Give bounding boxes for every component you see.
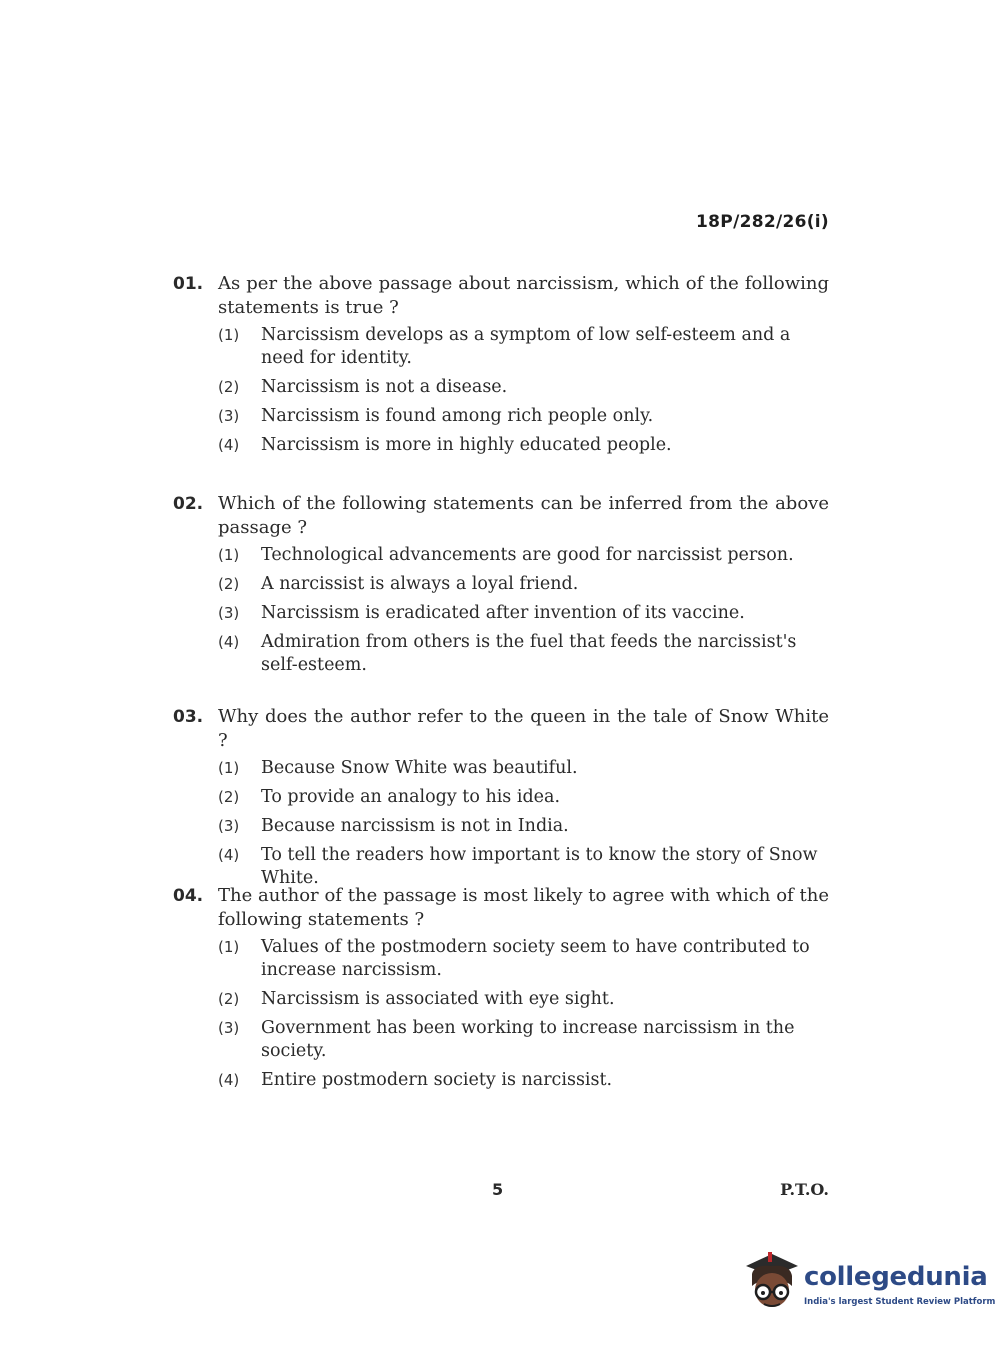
option-text: Because Snow White was beautiful. xyxy=(261,758,578,778)
option xyxy=(218,1017,829,1063)
pto-label: P.T.O. xyxy=(780,1180,829,1199)
question-text: Which of the following statements can be inferred from the above passage ? xyxy=(218,493,829,538)
option xyxy=(218,757,829,780)
option xyxy=(218,631,829,677)
page-number: 5 xyxy=(492,1180,504,1199)
option-number: (1) xyxy=(218,326,240,344)
logo-wordmark: collegedunia xyxy=(804,1262,988,1292)
option-number: (2) xyxy=(218,575,240,593)
option-text: Narcissism is eradicated after invention of its vaccine. xyxy=(261,603,745,623)
option-number: (3) xyxy=(218,1019,240,1037)
option-number: (4) xyxy=(218,1071,240,1089)
option-number: (3) xyxy=(218,604,240,622)
option-number: (3) xyxy=(218,407,240,425)
question-number: 03. xyxy=(173,707,204,727)
option-number: (1) xyxy=(218,938,240,956)
option-text: Admiration from others is the fuel that feeds the narcissist's self-esteem. xyxy=(261,632,797,675)
option-number: (4) xyxy=(218,846,240,864)
paper-code: 18P/282/26(i) xyxy=(696,212,829,232)
option xyxy=(218,544,829,567)
question-number: 04. xyxy=(173,886,204,906)
option-text: Narcissism is more in highly educated people. xyxy=(261,435,672,455)
option-list xyxy=(218,324,829,457)
option-number: (2) xyxy=(218,378,240,396)
option-text: Narcissism is not a disease. xyxy=(261,377,508,397)
option-text: Narcissism is found among rich people only. xyxy=(261,406,654,426)
option-text: A narcissist is always a loyal friend. xyxy=(261,574,579,594)
option-number: (2) xyxy=(218,990,240,1008)
option-list xyxy=(218,936,829,1092)
option-number: (1) xyxy=(218,546,240,564)
option xyxy=(218,988,829,1011)
question-number: 02. xyxy=(173,494,204,514)
option xyxy=(218,573,829,596)
question-text: Why does the author refer to the queen in the tale of Snow White ? xyxy=(218,706,829,751)
question-text: The author of the passage is most likely to agree with which of the following statements ? xyxy=(218,885,829,930)
option-number: (1) xyxy=(218,759,240,777)
question-2 xyxy=(173,492,829,683)
option xyxy=(218,936,829,982)
option-list xyxy=(218,544,829,677)
option-text: Technological advancements are good for narcissist person. xyxy=(261,545,794,565)
logo-tagline: India's largest Student Review Platform xyxy=(804,1297,996,1307)
question-1 xyxy=(173,272,829,463)
question-number: 01. xyxy=(173,274,204,294)
question-text: As per the above passage about narcissism, which of the following statements is true ? xyxy=(218,273,829,318)
option xyxy=(218,815,829,838)
option-list xyxy=(218,757,829,890)
question-3 xyxy=(173,705,829,896)
option xyxy=(218,376,829,399)
option xyxy=(218,1069,829,1092)
option-text: Because narcissism is not in India. xyxy=(261,816,569,836)
option-text: Government has been working to increase narcissism in the society. xyxy=(261,1018,795,1061)
option-text: Narcissism develops as a symptom of low self-esteem and a need for identity. xyxy=(261,325,791,368)
option-text: Values of the postmodern society seem to have contributed to increase narcissism. xyxy=(261,937,810,980)
option-text: To provide an analogy to his idea. xyxy=(261,787,561,807)
option-text: Narcissism is associated with eye sight. xyxy=(261,989,615,1009)
option-number: (4) xyxy=(218,436,240,454)
option xyxy=(218,405,829,428)
option-number: (2) xyxy=(218,788,240,806)
question-4 xyxy=(173,884,829,1098)
option-number: (3) xyxy=(218,817,240,835)
collegedunia-logo xyxy=(742,1250,996,1320)
option-text: Entire postmodern society is narcissist. xyxy=(261,1070,613,1090)
option xyxy=(218,324,829,370)
option xyxy=(218,786,829,809)
mascot-icon xyxy=(742,1250,800,1312)
option-text: To tell the readers how important is to know the story of Snow White. xyxy=(261,845,818,888)
option xyxy=(218,602,829,625)
option xyxy=(218,434,829,457)
option-number: (4) xyxy=(218,633,240,651)
